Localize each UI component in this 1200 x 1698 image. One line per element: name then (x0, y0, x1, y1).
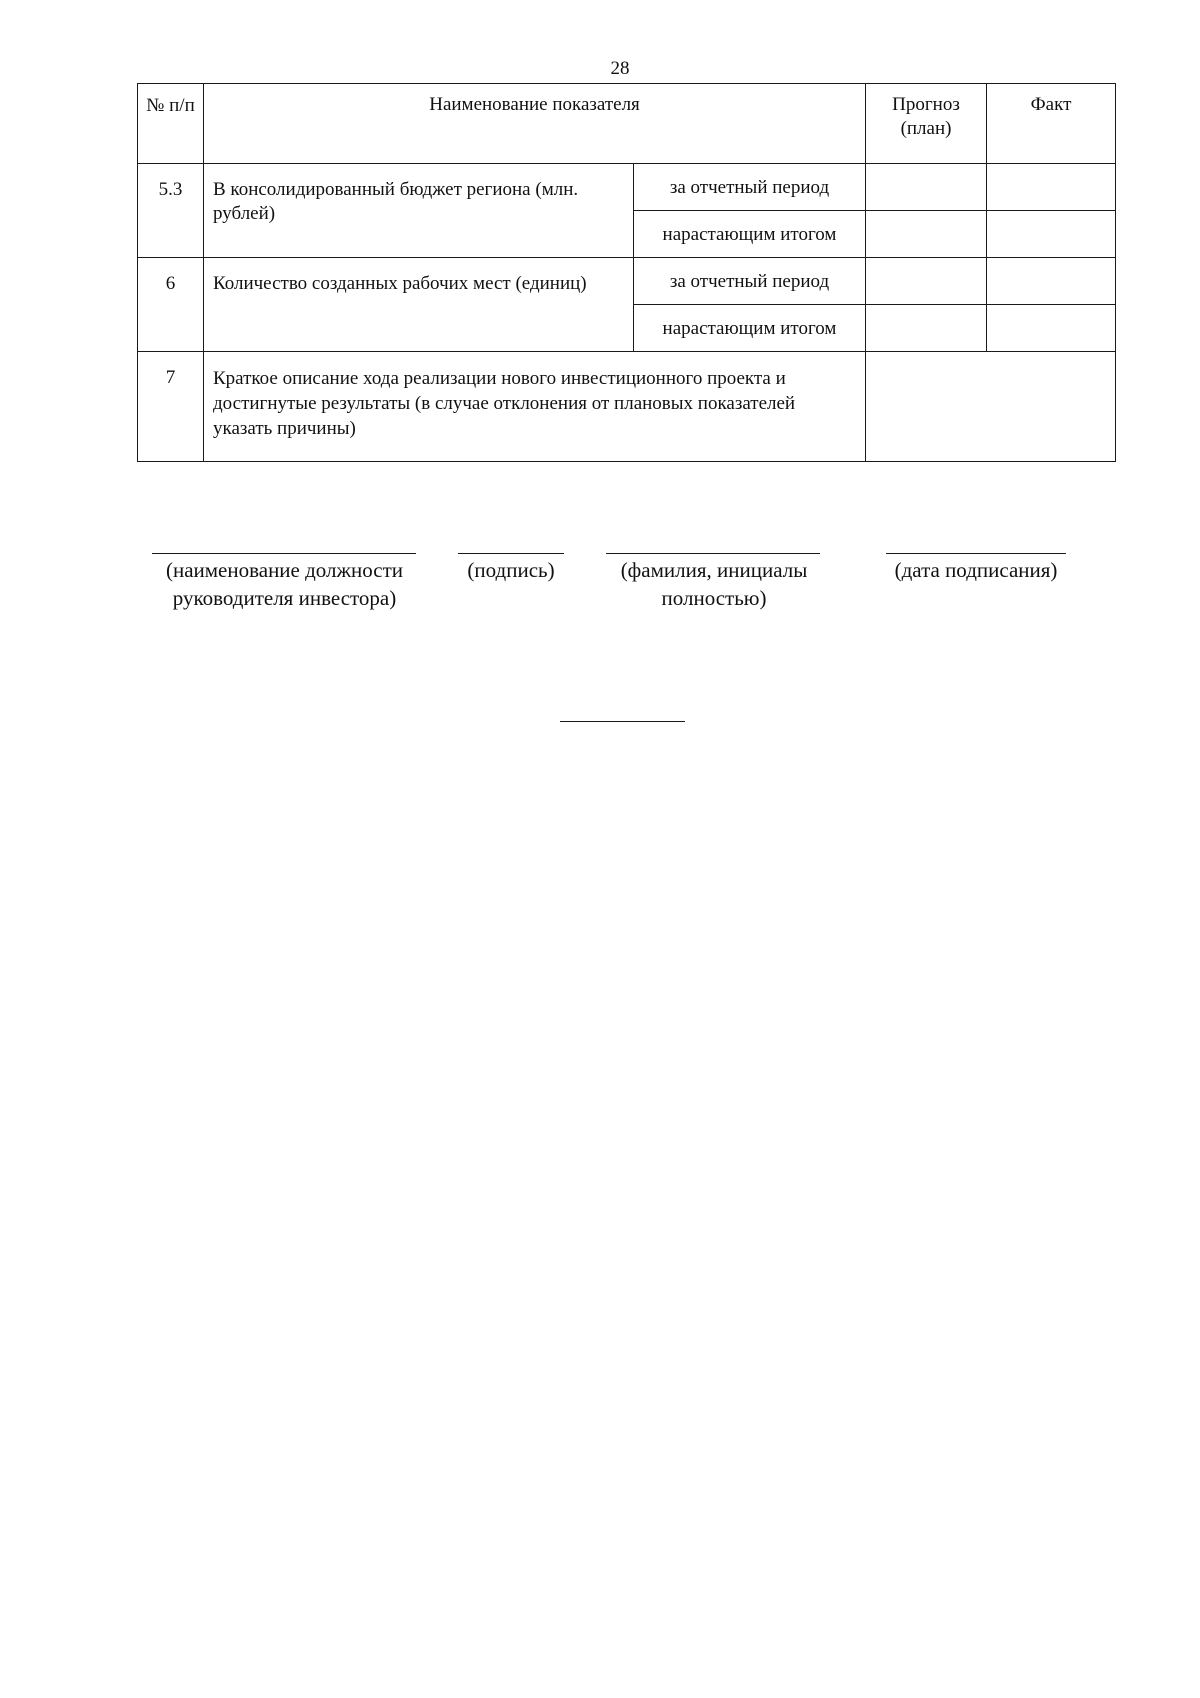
fullname-label: (фамилия, инициалы полностью) (620, 558, 808, 610)
date-signature-line (886, 553, 1066, 554)
forecast-cell (866, 211, 987, 258)
period-label: нарастающим итогом (634, 211, 866, 258)
table-row (138, 164, 1116, 211)
position-label: (наименование должности руководителя инвестора) (165, 558, 404, 610)
row-number: 6 (138, 258, 204, 352)
indicators-table (137, 83, 1116, 462)
position-signature-line (152, 553, 416, 554)
forecast-cell (866, 258, 987, 305)
sign-label: (подпись) (467, 558, 555, 582)
fact-cell (987, 211, 1116, 258)
row-number: 7 (138, 352, 204, 462)
fact-cell (987, 305, 1116, 352)
page-number: 28 (610, 58, 630, 79)
header-fact: Факт (987, 84, 1116, 164)
forecast-cell (866, 305, 987, 352)
table-header-row (138, 84, 1116, 164)
header-forecast: Прогноз (план) (866, 84, 987, 164)
end-divider (560, 721, 685, 722)
fact-cell (987, 164, 1116, 211)
table-row (138, 258, 1116, 305)
date-label: (дата подписания) (894, 558, 1058, 582)
period-label: за отчетный период (634, 164, 866, 211)
fullname-signature-line (606, 553, 820, 554)
period-label: за отчетный период (634, 258, 866, 305)
header-name: Наименование показателя (204, 84, 866, 164)
indicator-name: В консолидированный бюджет региона (млн. рублей) (204, 164, 634, 258)
fact-cell (987, 258, 1116, 305)
indicator-name: Количество созданных рабочих мест (единиц) (204, 258, 634, 352)
table-row (138, 352, 1116, 462)
period-label: нарастающим итогом (634, 305, 866, 352)
indicator-name: Краткое описание хода реализации нового инвестиционного проекта и достигнутые результаты (в случае отклонения от плановых показателей указать причины) (204, 352, 866, 462)
header-num: № п/п (138, 84, 204, 164)
row-number: 5.3 (138, 164, 204, 258)
description-cell (866, 352, 1116, 462)
forecast-cell (866, 164, 987, 211)
sign-signature-line (458, 553, 564, 554)
